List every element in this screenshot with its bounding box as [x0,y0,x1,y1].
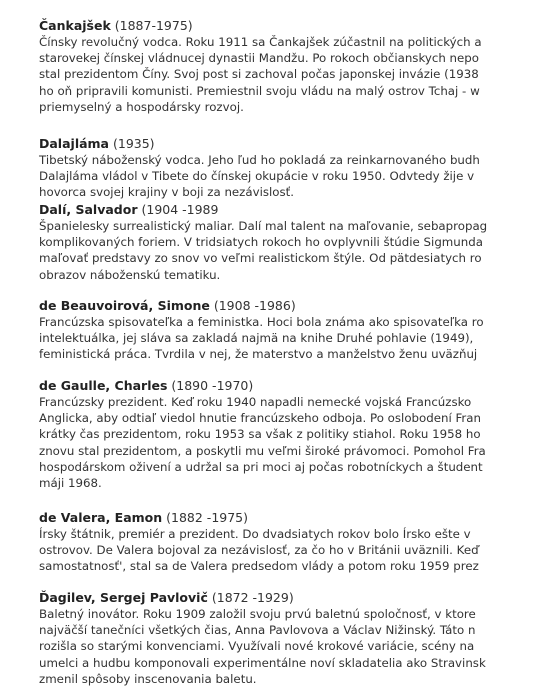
entry-line: starovekej čínskej vládnucej dynastii Mandžu. Po rokoch občianskych nepo [39,51,479,66]
entry-line: stal prezidentom Číny. Svoj post si zachoval počas japonskej invázie (1938 [39,67,479,82]
entry-text [39,606,486,687]
entry-line: máji 1968. [39,475,102,490]
entry-title [39,590,486,606]
entry-text [39,526,479,575]
entry-dagilev [39,590,486,687]
entry-name: Dalajláma [39,136,109,151]
entry-line: priemyselný a hospodársky rozvoj. [39,99,244,114]
entry-line: Baletný inovátor. Roku 1909 založil svoju prvú baletnú spoločnosť, v ktore [39,607,476,621]
entry-title [39,136,480,152]
entry-line: najväčší tanečníci všetkých čias, Anna Pavlovova a Václav Nižinský. Táto n [39,623,476,638]
entry-line: ostrovov. De Valera bojoval za nezávislosť, za čo ho v Británii uväznili. Keď [39,543,479,558]
entry-line: obrazov náboženskú tematiku. [39,267,221,282]
entry-line: rozišla so starými konvenciami. Využívali nové krokové variácie, scény na [39,639,475,654]
entry-de-gaulle [39,378,486,491]
entry-line: umelci a hudbu komponovali experimentálne noví skladatelia ako Stravinsk [39,655,486,670]
entry-years: (1882 -1975) [166,510,249,525]
entry-name: Dalí, Salvador [39,202,138,217]
entry-years: (1887-1975) [114,18,193,33]
entry-line: hovorca svojej krajiny v boji za nezávislosť. [39,185,295,200]
entry-de-beauvoirova [39,298,484,363]
entry-years: (1908 -1986) [213,298,296,313]
entry-line: samostatnosť', stal sa de Valera predsedom vlády a potom roku 1959 prez [39,559,479,574]
entry-text [39,314,484,363]
entry-line: znovu stal prezidentom, a poskytli mu veľmi široké právomoci. Pomohol Fra [39,443,486,458]
entry-title [39,202,487,218]
entry-title [39,18,482,34]
entry-years: (1935) [112,136,155,151]
entry-line: Anglicka, aby odtiaľ viedol hnutie francúzskeho odboja. Po oslobodení Fran [39,411,481,426]
entry-line: Španielesky surrealistický maliar. Dalí mal talent na maľovanie, sebapropag [39,219,488,233]
entry-title [39,298,484,314]
entry-name: Ďagilev, Sergej Pavlovič [39,590,208,605]
entry-name: Čankajšek [39,18,111,33]
entry-line: Francúzska spisovateľka a feministka. Hoci bola známa ako spisovateľka ro [39,315,484,329]
entry-line: hospodárskom oživení a udržal sa pri moci aj počas robotníckych a študent [39,459,483,474]
entry-name: de Valera, Eamon [39,510,163,525]
entry-line: zmenil spôsoby inscenovania baletu. [39,671,257,686]
entry-line: feministická práca. Tvrdila v nej, že materstvo a manželstvo ženu uväzňuj [39,347,478,362]
entry-line: intelektuálka, jej sláva sa zakladá najmä na knihe Druhé pohlavie (1949), [39,331,474,346]
entry-line: ho oň pripravili komunisti. Premiestnil svoju vládu na malý ostrov Tchaj - w [39,83,480,98]
entry-line: maľovať predstavy zo snov vo veľmi realistickom štýle. Od pätdesiatych ro [39,251,482,266]
entry-line: Tibetský náboženský vodca. Jeho ľud ho pokladá za reinkarnovaného budh [39,153,480,167]
entry-dalajlama [39,136,480,201]
entry-dali [39,202,487,283]
entry-de-valera [39,510,479,575]
entry-text [39,152,480,201]
entry-name: de Beauvoirová, Simone [39,298,210,313]
entry-line: Írsky štátnik, premiér a prezident. Do dvadsiatych rokov bolo Írsko ešte v [39,527,471,541]
entry-years: (1872 -1929) [211,590,294,605]
entry-title [39,378,486,394]
entry-title [39,510,479,526]
entry-line: Čínsky revolučný vodca. Roku 1911 sa Čankajšek zúčastnil na politických a [39,35,482,49]
entry-line: krátky čas prezidentom, roku 1953 sa však z politiky stiahol. Roku 1958 ho [39,427,481,442]
entry-text [39,218,487,283]
entry-line: Francúzsky prezident. Keď roku 1940 napadli nemecké vojská Francúzsko [39,395,472,409]
entry-years: (1890 -1970) [171,378,254,393]
entry-cankajsek [39,18,482,115]
entry-text [39,394,486,491]
entry-name: de Gaulle, Charles [39,378,168,393]
entry-line: Dalajláma vládol v Tibete do čínskej okupácie v roku 1950. Odvtedy žije v [39,169,475,184]
entry-years: (1904 -1989 [141,202,219,217]
entry-line: komplikovaných foriem. V tridsiatych rokoch ho ovplyvnili štúdie Sigmunda [39,235,483,250]
entry-text [39,34,482,115]
